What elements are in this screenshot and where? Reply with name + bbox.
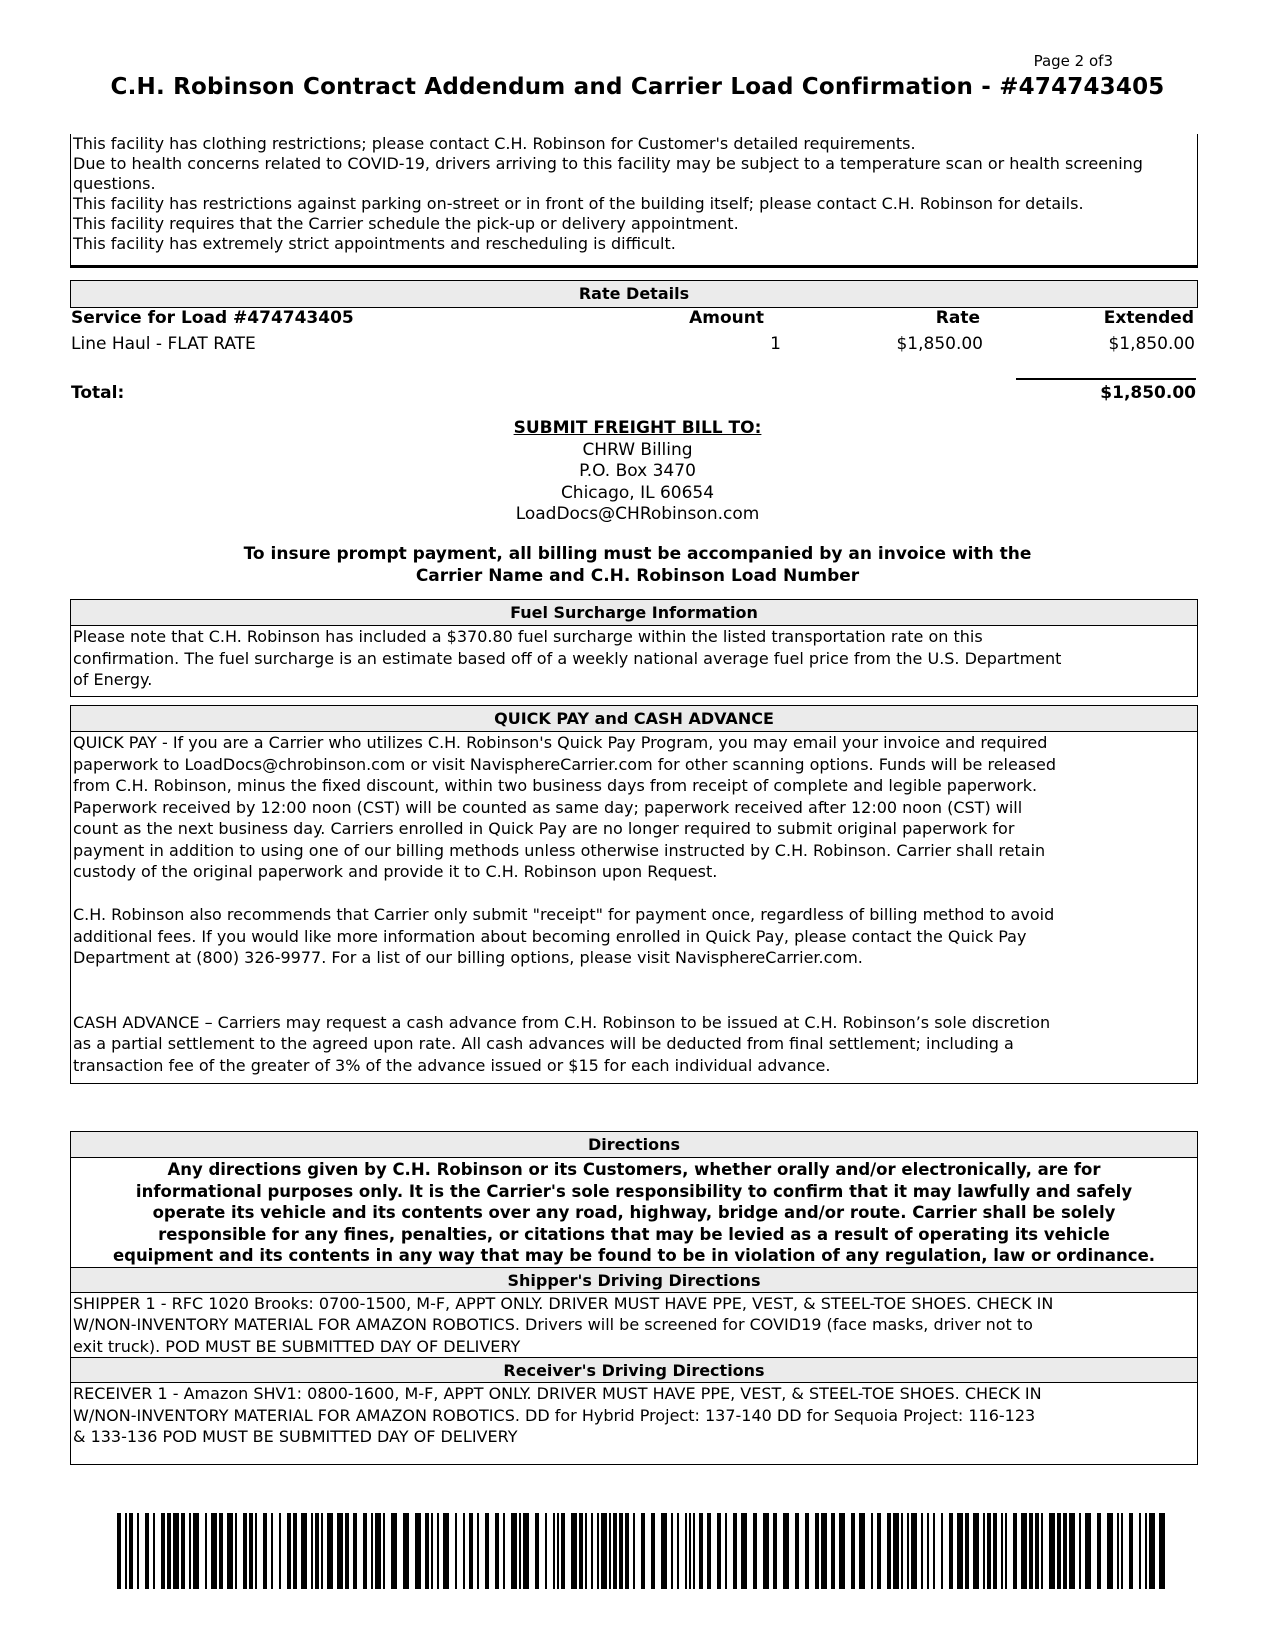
barcode-bar [1085, 1513, 1091, 1589]
barcode-bar [463, 1513, 465, 1589]
barcode-bar [1013, 1513, 1017, 1589]
barcode-bar [1145, 1513, 1147, 1589]
barcode-bar [921, 1513, 923, 1589]
barcode-bar [821, 1513, 827, 1589]
barcode-bar [173, 1513, 179, 1589]
billing-po-box: P.O. Box 3470 [579, 461, 696, 481]
directions-section [70, 1131, 1198, 1465]
barcode-bar [763, 1513, 769, 1589]
barcode [117, 1513, 1169, 1589]
fuel-surcharge-header: Fuel Surcharge Information [71, 600, 1197, 626]
receiver-line: & 133-136 POD MUST BE SUBMITTED DAY OF DELIVERY [73, 1427, 518, 1446]
barcode-bar [523, 1513, 529, 1589]
barcode-bar [1001, 1513, 1003, 1589]
barcode-bar [983, 1513, 985, 1589]
barcode-bar [1107, 1513, 1113, 1589]
rate-col-rate: Rate [935, 308, 980, 328]
rate-details-header: Rate Details [70, 280, 1198, 308]
barcode-bar [613, 1513, 617, 1589]
quick-pay-line: Paperwork received by 12:00 noon (CST) will be counted as same day; paperwork received after 12:00 noon (CST) will [73, 797, 1023, 817]
barcode-bar [1041, 1513, 1043, 1589]
barcode-bar [671, 1513, 673, 1589]
disclaimer-line: informational purposes only. It is the Carrier's sole responsibility to confirm that it may lawfully and safely [135, 1181, 1133, 1201]
directions-header: Directions [71, 1132, 1197, 1158]
barcode-bar [263, 1513, 267, 1589]
cash-advance-line: as a partial settlement to the agreed upon rate. All cash advances will be deducted from final settlement; including a [73, 1034, 1014, 1053]
barcode-bar [561, 1513, 565, 1589]
barcode-bar [597, 1513, 599, 1589]
quick-pay-section [70, 705, 1198, 1084]
barcode-bar [321, 1513, 323, 1589]
barcode-bar [741, 1513, 747, 1589]
barcode-bar [545, 1513, 547, 1589]
barcode-bar [1005, 1513, 1007, 1589]
barcode-bar [933, 1513, 935, 1589]
barcode-bar [619, 1513, 623, 1589]
barcode-bar [145, 1513, 149, 1589]
barcode-bar [707, 1513, 711, 1589]
total-rule [1016, 378, 1196, 380]
barcode-bar [363, 1513, 367, 1589]
receiver-line: RECEIVER 1 - Amazon SHV1: 0800-1600, M-F, APPT ONLY. DRIVER MUST HAVE PPE, VEST, & STEEL-TOE SHOES. CHECK IN [73, 1384, 1042, 1403]
barcode-bar [941, 1513, 943, 1589]
barcode-bar [859, 1513, 865, 1589]
barcode-bar [243, 1513, 247, 1589]
directions-disclaimer [71, 1158, 1197, 1267]
barcode-bar [949, 1513, 953, 1589]
barcode-bar [1069, 1513, 1075, 1589]
facility-note: This facility has restrictions against parking on-street or in front of the building itself; please contact C.H. Robinson for details. [73, 194, 1084, 213]
quick-pay-line: C.H. Robinson also recommends that Carrier only submit "receipt" for payment once, regardless of billing method to avoid [73, 905, 1055, 924]
barcode-bar [181, 1513, 185, 1589]
barcode-bar [557, 1513, 559, 1589]
barcode-bar [415, 1513, 421, 1589]
rate-row-extended: $1,850.00 [1108, 334, 1195, 354]
receiver-directions-header: Receiver's Driving Directions [71, 1357, 1197, 1383]
barcode-bar [677, 1513, 679, 1589]
billing-email: LoadDocs@CHRobinson.com [515, 504, 760, 524]
receiver-directions [71, 1383, 1197, 1448]
rate-row-service: Line Haul - FLAT RATE [71, 334, 256, 354]
barcode-bar [503, 1513, 505, 1589]
facility-note: This facility has clothing restrictions; please contact C.H. Robinson for Customer's detailed requirements. [73, 134, 916, 153]
cash-advance-line: CASH ADVANCE – Carriers may request a cash advance from C.H. Robinson to be issued at C.H. Robinson’s sole discretion [73, 1012, 1051, 1032]
barcode-bar [1049, 1513, 1055, 1589]
billing-city: Chicago, IL 60654 [560, 482, 715, 503]
shipper-directions-header: Shipper's Driving Directions [71, 1267, 1197, 1293]
barcode-bar [725, 1513, 727, 1589]
barcode-bar [887, 1513, 891, 1589]
disclaimer-line: operate its vehicle and its contents over any road, highway, bridge and/or route. Carrier shall be solely [152, 1203, 1116, 1222]
rate-row-amount: 1 [770, 334, 781, 354]
barcode-bar [443, 1513, 449, 1589]
barcode-bar [699, 1513, 703, 1589]
barcode-bar [753, 1513, 757, 1589]
barcode-bar [601, 1513, 607, 1589]
barcode-bar [1139, 1513, 1141, 1589]
barcode-bar [189, 1513, 191, 1589]
barcode-bar [651, 1513, 655, 1589]
barcode-bar [625, 1513, 629, 1589]
barcode-bar [271, 1513, 273, 1589]
quick-pay-line: from C.H. Robinson, minus the fixed discount, within two business days from receipt of complete and legible paperwork. [73, 776, 1038, 795]
barcode-bar [685, 1513, 687, 1589]
barcode-bar [383, 1513, 385, 1589]
barcode-bar [1079, 1513, 1081, 1589]
fuel-line: Please note that C.H. Robinson has included a $370.80 fuel surcharge within the listed transportation rate on this [73, 627, 983, 646]
barcode-bar [795, 1513, 799, 1589]
facility-notes [70, 134, 1198, 268]
barcode-bar [279, 1513, 281, 1589]
barcode-bar [125, 1513, 127, 1589]
prompt-line: Carrier Name and C.H. Robinson Load Number [415, 566, 860, 586]
barcode-bar [851, 1513, 855, 1589]
barcode-bar [1149, 1513, 1155, 1589]
shipper-line: W/NON-INVENTORY MATERIAL FOR AMAZON ROBOTICS. Drivers will be screened for COVID19 (face masks, driver not to [73, 1315, 1033, 1334]
barcode-bar [733, 1513, 737, 1589]
barcode-bar [211, 1513, 217, 1589]
quick-pay-line: Department at (800) 326-9977. For a list of our billing options, please visit NavisphereCarrier.com. [73, 948, 863, 967]
cash-advance-line: transaction fee of the greater of 3% of the advance issued or $15 for each individual advance. [73, 1055, 831, 1075]
barcode-bar [1117, 1513, 1119, 1589]
barcode-bar [773, 1513, 777, 1589]
barcode-bar [901, 1513, 903, 1589]
quick-pay-line: QUICK PAY - If you are a Carrier who utilizes C.H. Robinson's Quick Pay Program, you may email your invoice and required [73, 733, 1048, 752]
barcode-bar [893, 1513, 899, 1589]
facility-note: This facility requires that the Carrier schedule the pick-up or delivery appointment. [73, 214, 739, 233]
barcode-bar [477, 1513, 479, 1589]
barcode-bar [957, 1513, 963, 1589]
disclaimer-line: responsible for any fines, penalties, or citations that may be levied as a result of operating its vehicle [158, 1224, 1110, 1244]
barcode-bar [227, 1513, 233, 1589]
quick-pay-line: payment in addition to using one of our billing methods unless otherwise instructed by C.H. Robinson. Carrier shall retain [73, 840, 1046, 860]
barcode-bar [345, 1513, 349, 1589]
barcode-bar [437, 1513, 439, 1589]
barcode-bar [337, 1513, 343, 1589]
barcode-bar [519, 1513, 521, 1589]
barcode-bar [311, 1513, 313, 1589]
barcode-bar [371, 1513, 373, 1589]
barcode-bar [927, 1513, 929, 1589]
barcode-bar [117, 1513, 121, 1589]
barcode-bar [965, 1513, 969, 1589]
barcode-bar [495, 1513, 499, 1589]
submit-freight-bill [0, 418, 1275, 526]
quick-pay-header: QUICK PAY and CASH ADVANCE [71, 706, 1197, 732]
barcode-bar [907, 1513, 909, 1589]
quick-pay-line: additional fees. If you would like more information about becoming enrolled in Quick Pay, please contact the Quick Pay [73, 926, 1027, 946]
rate-row-rate: $1,850.00 [896, 334, 983, 354]
barcode-bar [375, 1513, 381, 1589]
barcode-bar [327, 1513, 333, 1589]
barcode-bar [469, 1513, 473, 1589]
barcode-bar [641, 1513, 645, 1589]
barcode-bar [585, 1513, 587, 1589]
receiver-line: W/NON-INVENTORY MATERIAL FOR AMAZON ROBOTICS. DD for Hybrid Project: 137-140 DD for Sequoia Project: 116-123 [73, 1405, 1036, 1425]
barcode-bar [167, 1513, 171, 1589]
barcode-bar [153, 1513, 155, 1589]
total-value: $1,850.00 [1100, 383, 1196, 403]
fuel-line: confirmation. The fuel surcharge is an estimate based off of a weekly national average fuel price from the U.S. Department [73, 648, 1062, 668]
barcode-bar [973, 1513, 979, 1589]
barcode-bar [193, 1513, 199, 1589]
barcode-bar [831, 1513, 835, 1589]
quick-pay-line: count as the next business day. Carriers enrolled in Quick Pay are no longer required to submit original paperwork for [73, 819, 1015, 838]
barcode-bar [391, 1513, 397, 1589]
barcode-bar [535, 1513, 539, 1589]
barcode-bar [1057, 1513, 1061, 1589]
barcode-bar [1121, 1513, 1123, 1589]
barcode-bar [301, 1513, 307, 1589]
barcode-bar [1159, 1513, 1165, 1589]
barcode-bar [249, 1513, 253, 1589]
shipper-line: SHIPPER 1 - RFC 1020 Brooks: 0700-1500, M-F, APPT ONLY. DRIVER MUST HAVE PPE, VEST, & STEEL-TOE SHOES. CHECK IN [73, 1293, 1054, 1313]
prompt-line: To insure prompt payment, all billing must be accompanied by an invoice with the [243, 544, 1032, 564]
barcode-bar [129, 1513, 133, 1589]
barcode-bar [815, 1513, 819, 1589]
rate-col-amount: Amount [689, 308, 764, 328]
page-title: C.H. Robinson Contract Addendum and Carrier Load Confirmation - #474743405 [110, 74, 1165, 100]
page-number: Page 2 of3 [1033, 52, 1113, 70]
facility-note: This facility has extremely strict appointments and rescheduling is difficult. [73, 234, 676, 253]
barcode-bar [591, 1513, 593, 1589]
barcode-bar [1029, 1513, 1033, 1589]
fuel-surcharge-section [70, 599, 1198, 697]
barcode-bar [571, 1513, 577, 1589]
billing-name: CHRW Billing [582, 439, 693, 460]
barcode-bar [315, 1513, 319, 1589]
barcode-bar [1021, 1513, 1027, 1589]
shipper-line: exit truck). POD MUST BE SUBMITTED DAY OF DELIVERY [73, 1336, 521, 1356]
barcode-bar [987, 1513, 991, 1589]
barcode-bar [877, 1513, 881, 1589]
barcode-bar [633, 1513, 635, 1589]
barcode-bar [255, 1513, 257, 1589]
barcode-bar [579, 1513, 583, 1589]
barcode-bar [425, 1513, 429, 1589]
barcode-bar [403, 1513, 409, 1589]
barcode-bar [205, 1513, 207, 1589]
barcode-bar [661, 1513, 667, 1589]
barcode-bar [293, 1513, 297, 1589]
disclaimer-line: equipment and its contents in any way that may be found to be in violation of any regulation, law or ordinance. [112, 1246, 1156, 1265]
total-label: Total: [71, 383, 125, 403]
shipper-directions [71, 1293, 1197, 1358]
barcode-bar [871, 1513, 873, 1589]
barcode-bar [161, 1513, 165, 1589]
barcode-bar [689, 1513, 691, 1589]
barcode-bar [717, 1513, 721, 1589]
barcode-bar [431, 1513, 433, 1589]
barcode-bar [693, 1513, 695, 1589]
rate-col-extended: Extended [1103, 308, 1194, 328]
barcode-bar [1097, 1513, 1101, 1589]
barcode-bar [219, 1513, 223, 1589]
facility-note: Due to health concerns related to COVID-19, drivers arriving to this facility may be subject to a temperature scan or health screening questions. [73, 154, 1143, 193]
barcode-bar [1129, 1513, 1133, 1589]
barcode-bar [1035, 1513, 1039, 1589]
rate-col-service: Service for Load #474743405 [71, 308, 354, 328]
barcode-bar [353, 1513, 357, 1589]
barcode-bar [609, 1513, 611, 1589]
barcode-bar [137, 1513, 139, 1589]
barcode-bar [993, 1513, 997, 1589]
barcode-bar [485, 1513, 489, 1589]
barcode-bar [235, 1513, 237, 1589]
barcode-bar [287, 1513, 291, 1589]
barcode-bar [553, 1513, 555, 1589]
barcode-bar [839, 1513, 845, 1589]
fuel-line: of Energy. [73, 670, 153, 689]
barcode-bar [911, 1513, 917, 1589]
disclaimer-line: Any directions given by C.H. Robinson or its Customers, whether orally and/or electronically, are for [167, 1160, 1101, 1179]
quick-pay-line: custody of the original paperwork and provide it to C.H. Robinson upon Request. [73, 862, 718, 881]
submit-heading: SUBMIT FREIGHT BILL TO: [513, 418, 762, 438]
barcode-bar [455, 1513, 457, 1589]
prompt-payment-note [0, 543, 1275, 587]
barcode-bar [1063, 1513, 1067, 1589]
barcode-bar [805, 1513, 809, 1589]
barcode-bar [783, 1513, 789, 1589]
quick-pay-line: paperwork to LoadDocs@chrobinson.com or visit NavisphereCarrier.com for other scanning options. Funds will be released [73, 754, 1056, 774]
barcode-bar [511, 1513, 517, 1589]
